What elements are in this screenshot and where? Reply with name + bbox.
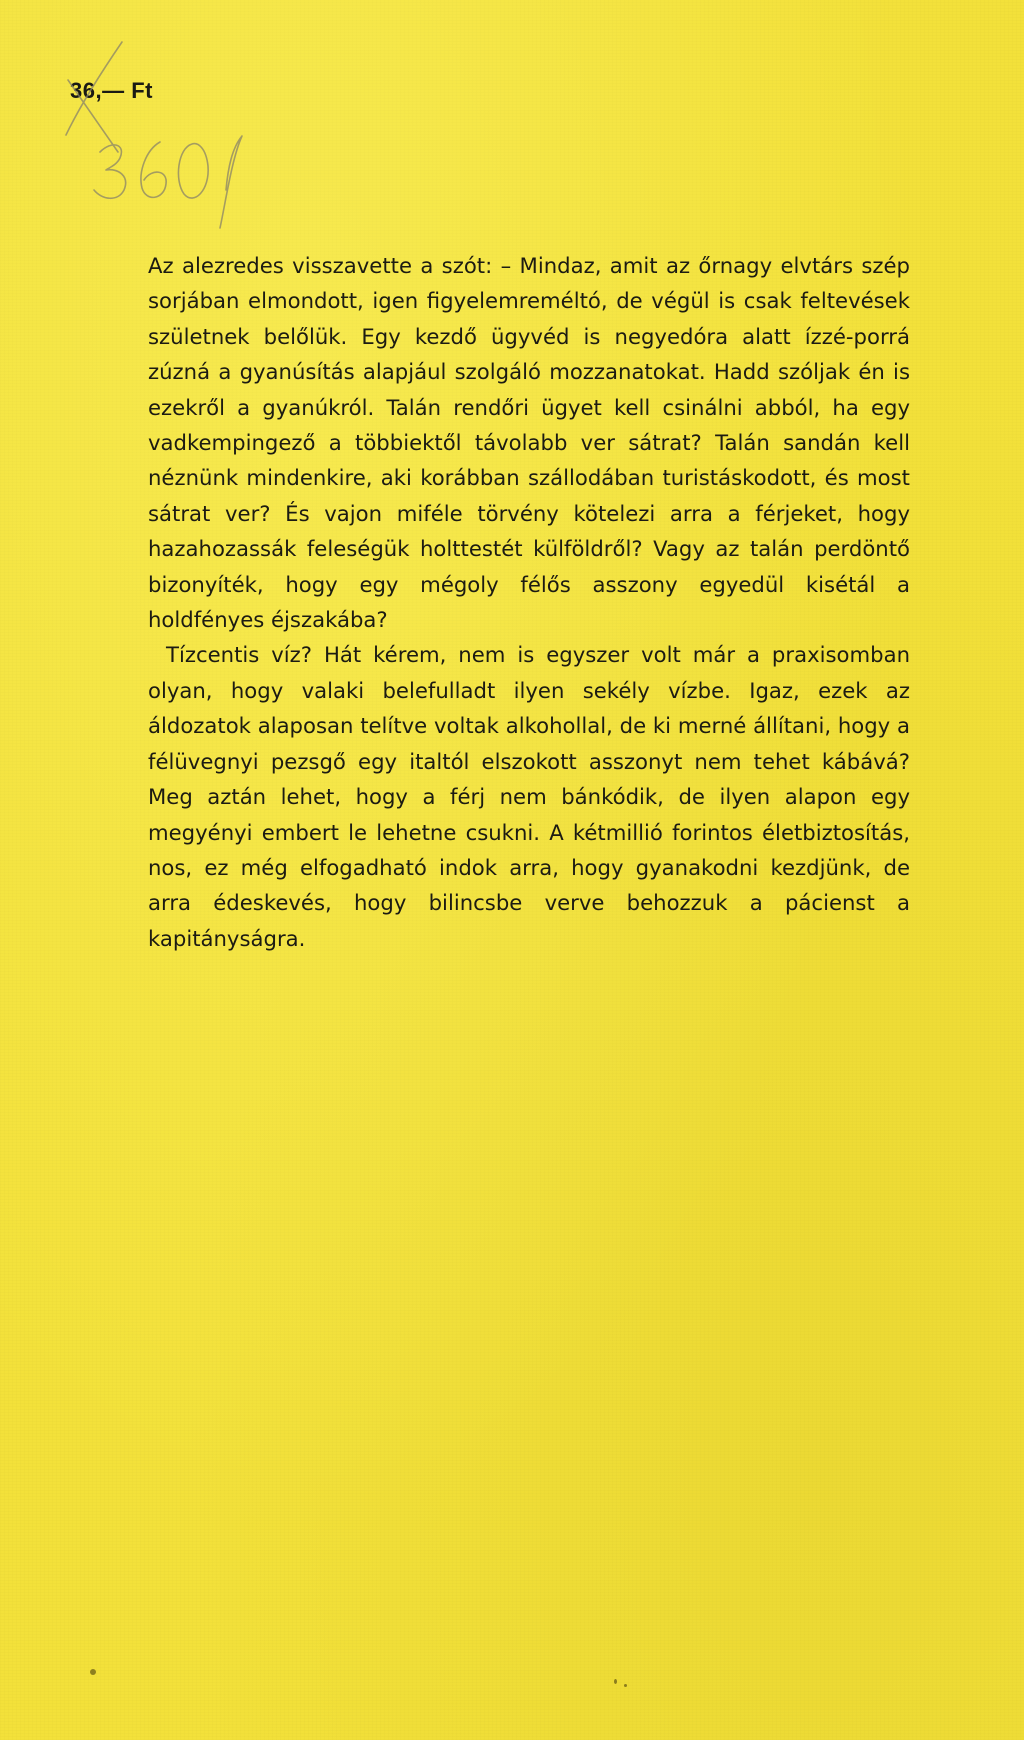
- pencil-marks: [60, 40, 260, 230]
- handwritten-note: 360: [60, 40, 62, 41]
- paper-speck: [614, 1679, 617, 1684]
- blurb-paragraph-2: Tízcentis víz? Hát kérem, nem is egyszer volt már a praxisomban olyan, hogy valaki belefulladt ilyen sekély vízbe. Igaz, ezek az áldozatok alaposan telítve voltak alkohollal, de ki merné állítani, hogy a félüvegnyi pezsgő egy italtól elszokott asszonyt nem tehet kábává? Meg aztán lehet, hogy a férj nem bánkódik, de ilyen alapon egy megyényi embert le lehetne csukni. A kétmillió forintos életbiztosítás, nos, ez még elfogadható indok arra, hogy gyanakodni kezdjünk, de arra édeskevés, hogy bilincsbe verve behozzuk a pácienst a kapitányságra.: [148, 642, 910, 951]
- paper-speck: [624, 1684, 627, 1687]
- handwritten-digit-3: [94, 145, 126, 198]
- handwritten-tail-mark: [220, 136, 242, 228]
- handwritten-digit-0: [178, 144, 208, 198]
- price-label: 36,— Ft: [70, 78, 153, 103]
- paper-speck: [90, 1669, 96, 1675]
- blurb-text: [148, 248, 910, 956]
- blurb-paragraph-1: Az alezredes visszavette a szót: – Mindaz, amit az őrnagy elvtárs szép sorjában elmondott, igen figyelemreméltó, de végül is csak feltevések születnek belőlük. Egy kezdő ügyvéd is negyedóra alatt ízzé-porrá zúzná a gyanúsítás alapjául szolgáló mozzanatokat. Hadd szóljak én is ezekről a gyanúkról. Talán rendőri ügyet kell csinálni abból, ha egy vadkempingező a többiektől távolabb ver sátrat? Talán sandán kell néznünk mindenkire, aki korábban szállodában turistáskodott, és most sátrat ver? És vajon miféle törvény kötelezi arra a férjeket, hogy hazahozassák feleségük holttestét külföldről? Vagy az talán perdöntő bizonyíték, hogy egy mégoly félős asszony egyedül kisétál a holdfényes éjszakába?: [148, 253, 910, 633]
- handwritten-digit-6: [141, 142, 166, 197]
